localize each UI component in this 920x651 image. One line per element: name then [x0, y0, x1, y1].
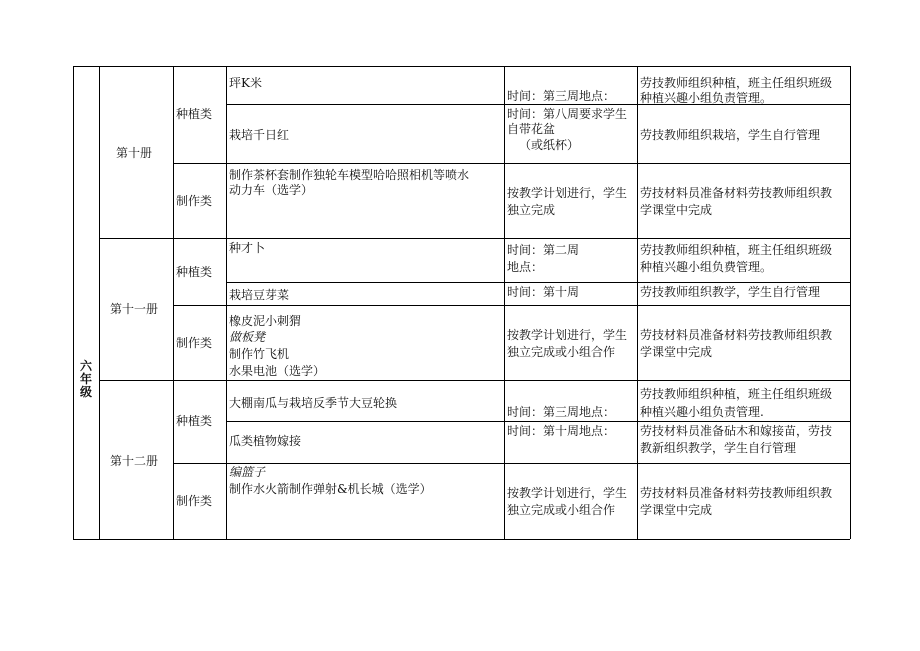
content-cell: 玶K米	[229, 76, 262, 90]
category-label: 种植类	[176, 107, 213, 121]
content-cell: 动力车（选学）	[229, 183, 314, 197]
content-cell: 栽培千日红	[229, 128, 290, 142]
content-cell: 编篮子	[229, 465, 266, 479]
time-cell: 时间：第三周地点：	[507, 89, 616, 103]
time-cell: 独立完成或小组合作	[507, 503, 616, 517]
method-cell: 劳技材料员准备材料劳技教师组织教	[640, 328, 833, 342]
content-cell: 橡皮泥小刺猬	[229, 314, 302, 328]
method-cell: 种植兴趣小组负责管理.	[640, 405, 764, 419]
content-cell: 瓜类植物嫁接	[229, 434, 302, 448]
method-cell: 劳技教师组织教学，学生自行管理	[640, 285, 821, 299]
time-cell: 按教学计划进行，学生	[507, 186, 628, 200]
method-cell: 种植兴趣小组负费管理。	[640, 260, 773, 274]
time-cell: 地点：	[507, 260, 544, 274]
time-cell: 时间：第三周地点：	[507, 405, 616, 419]
time-cell: 自带花盆	[507, 122, 556, 136]
category-label: 种植类	[176, 414, 213, 428]
category-label: 种植类	[176, 265, 213, 279]
time-cell: 时间：第二周	[507, 243, 580, 257]
content-cell: 制作竹飞机	[229, 347, 290, 361]
time-cell: 时间：第十周地点：	[507, 424, 616, 438]
category-label: 制作类	[176, 194, 213, 208]
time-cell: 按教学计划进行，学生	[507, 486, 628, 500]
grade-label: 六 年 级	[79, 359, 92, 399]
time-cell: 独立完成	[507, 203, 556, 217]
method-cell: 学课堂中完成	[640, 203, 713, 217]
time-cell: 时间：第八周要求学生	[507, 107, 628, 121]
volume-name: 第十一册	[110, 302, 159, 316]
time-cell: （或纸杯）	[519, 138, 580, 152]
method-cell: 劳技材料员准备砧木和嫁接苗，劳技	[640, 424, 833, 438]
method-cell: 劳技教师组织种植，班主任组织班级	[640, 387, 833, 401]
content-cell: 大棚南瓜与栽培反季节大豆轮换	[229, 396, 398, 410]
time-cell: 独立完成或小组合作	[507, 345, 616, 359]
time-cell: 时间：第十周	[507, 285, 580, 299]
method-cell: 学课堂中完成	[640, 345, 713, 359]
content-cell: 做板凳	[229, 330, 266, 344]
content-cell: 栽培豆芽菜	[229, 288, 290, 302]
category-label: 制作类	[176, 336, 213, 350]
method-cell: 劳技教师组织栽培，学生自行管理	[640, 128, 821, 142]
method-cell: 教新组织教学，学生自行管理	[640, 441, 797, 455]
volume-name: 第十二册	[110, 454, 159, 468]
content-cell: 种才卜	[229, 241, 266, 255]
method-cell: 劳技教师组织种植，班主任组织班级	[640, 76, 833, 90]
method-cell: 劳技材料员准备材料劳技教师组织教	[640, 486, 833, 500]
volume-name: 第十册	[116, 146, 153, 160]
method-cell: 劳技材料员准备材料劳技教师组织教	[640, 186, 833, 200]
method-cell: 学课堂中完成	[640, 503, 713, 517]
category-label: 制作类	[176, 494, 213, 508]
time-cell: 按教学计划进行，学生	[507, 328, 628, 342]
method-cell: 劳技教师组织种植，班主任组织班级	[640, 243, 833, 257]
content-cell: 水果电池（选学）	[229, 364, 326, 378]
content-cell: 制作茶杯套制作独轮车模型哈哈照相机等喷水	[229, 168, 470, 182]
content-cell: 制作水火箭制作弹射&机长城（选学）	[229, 482, 432, 496]
method-cell: 种植兴趣小组负责管理。	[640, 91, 773, 105]
